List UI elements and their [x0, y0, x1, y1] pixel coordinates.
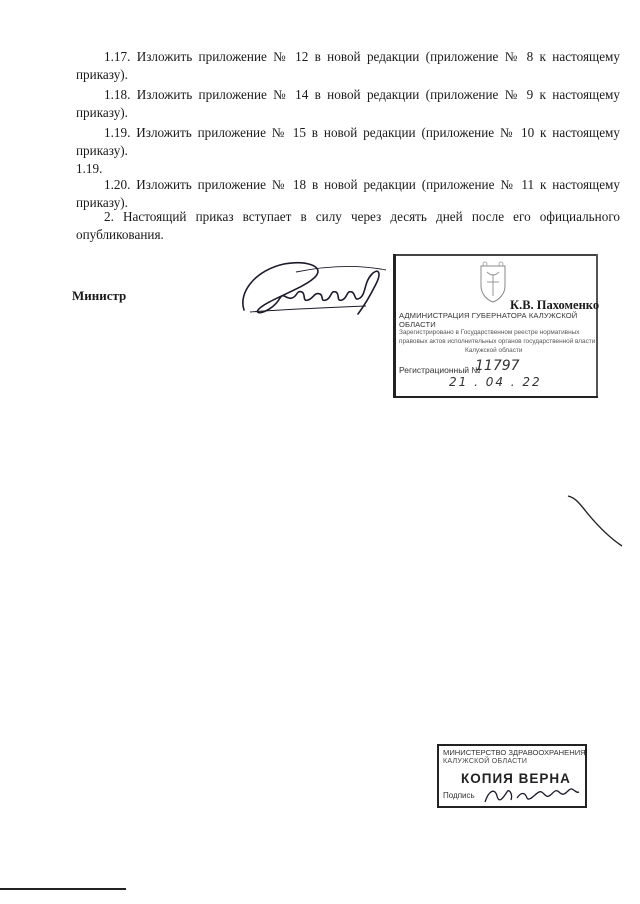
registration-number: 11797: [475, 358, 520, 374]
paragraph-1-19: [76, 124, 620, 178]
paragraph-text: 1.18. Изложить приложение № 14 в новой редакции (приложение № 9 к настоящему: [104, 87, 620, 102]
paragraph-text-cont: приказу).: [76, 105, 128, 120]
stamp-signature: [481, 784, 581, 806]
stamp-text-line: Калужской области: [465, 347, 523, 354]
copy-certified-stamp: [437, 744, 587, 808]
stamp-ministry-line: МИНИСТЕРСТВО ЗДРАВООХРАНЕНИЯ: [443, 748, 586, 757]
paragraph-1-17: [76, 48, 620, 84]
registration-stamp: [393, 254, 598, 398]
paragraph-1-20: [76, 176, 620, 212]
paragraph-text-cont: приказу).: [76, 67, 128, 82]
paragraph-2: [76, 208, 620, 244]
stamp-border: [393, 396, 598, 398]
paragraph-text-cont: приказу).: [76, 143, 128, 158]
stamp-signature-label: Подпись: [443, 791, 475, 800]
coat-of-arms-emblem: [473, 260, 513, 304]
footer-rule: [0, 888, 126, 890]
pen-stroke-mark: [566, 494, 626, 550]
signatory-name: К.В. Пахоменко: [510, 298, 600, 312]
position-title: Министр: [72, 288, 127, 303]
paragraph-text: 1.20. Изложить приложение № 18 в новой редакции (приложение № 11 к настоящему: [104, 177, 620, 192]
stamp-region-line: КАЛУЖСКОЙ ОБЛАСТИ: [443, 758, 528, 765]
paragraph-text: 1.19. Изложить приложение № 15 в новой редакции (приложение № 10 к настоящему: [104, 125, 620, 140]
stamp-border: [393, 254, 396, 398]
handwritten-signature: [236, 252, 396, 322]
stamp-text-line: Зарегистрировано в Государственном реестре нормативных: [399, 329, 580, 336]
paragraph-1-18: [76, 86, 620, 122]
paragraph-text-cont: приказу).: [76, 195, 128, 210]
paragraph-text-cont: опубликования.: [76, 227, 164, 242]
paragraph-stray-number: 1.19.: [76, 161, 103, 176]
stamp-header: АДМИНИСТРАЦИЯ ГУБЕРНАТОРА КАЛУЖСКОЙ ОБЛАСТИ: [399, 311, 578, 329]
paragraph-text: 1.17. Изложить приложение № 12 в новой редакции (приложение № 8 к настоящему: [104, 49, 620, 64]
stamp-copy-verified: КОПИЯ ВЕРНА: [461, 771, 571, 786]
stamp-text-line: правовых актов исполнительных органов государственной власти: [399, 338, 596, 345]
paragraph-text: 2. Настоящий приказ вступает в силу через десять дней после его официального: [104, 209, 620, 224]
registration-number-label: Регистрационный №: [399, 365, 481, 375]
registration-date: 21 . 04 . 22: [449, 375, 542, 389]
stamp-border: [393, 254, 598, 256]
